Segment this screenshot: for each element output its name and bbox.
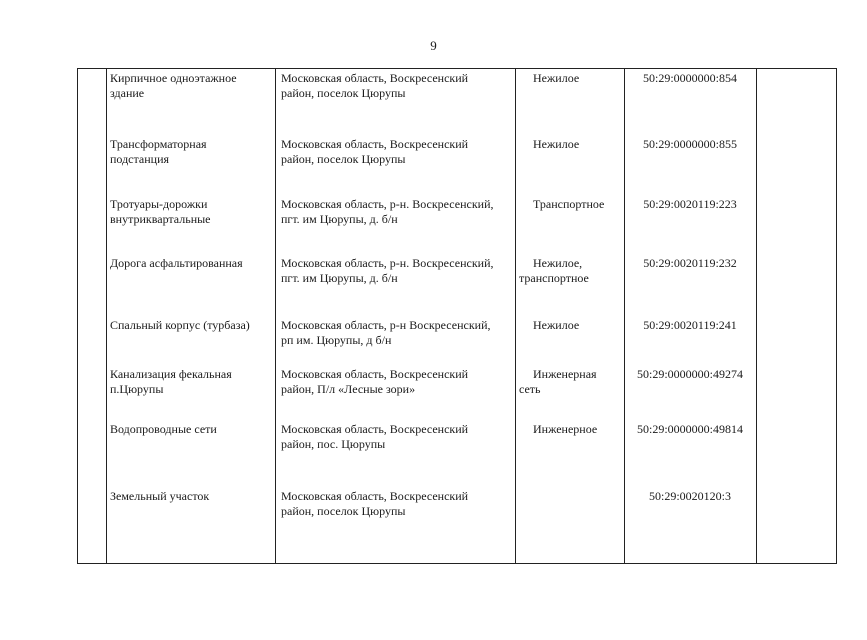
cadastral-number: 50:29:0000000:49814	[636, 422, 743, 436]
object-address: Московская область, Воскресенский район, поселок Цюрупы	[281, 137, 469, 166]
page-number: 9	[430, 38, 437, 53]
object-address: Московская область, р-н. Воскресенский, пгт. им Цюрупы, д. б/н	[281, 197, 494, 226]
object-address: Московская область, Воскресенский район, поселок Цюрупы	[281, 71, 469, 100]
cadastral-number: 50:29:0000000:49274	[636, 367, 743, 381]
cadastral-number: 50:29:0020119:223	[643, 197, 737, 211]
object-name: Трансформаторная подстанция	[110, 137, 207, 166]
object-address: Московская область, р-н. Воскресенский, пгт. им Цюрупы, д. б/н	[281, 256, 494, 285]
object-address: Московская область, р-н Воскресенский, рп им. Цюрупы, д б/н	[281, 318, 491, 347]
object-purpose-text: Инженерное	[533, 422, 598, 436]
cadastral-number: 50:29:0020119:241	[643, 318, 737, 332]
object-address: Московская область, Воскресенский район, П/л «Лесные зори»	[281, 367, 469, 396]
object-name: Земельный участок	[110, 489, 210, 503]
object-purpose: Инженерная сеть	[519, 367, 597, 396]
cadastral-number: 50:29:0000000:854	[642, 71, 737, 85]
object-address: Московская область, Воскресенский район, пос. Цюрупы	[281, 422, 469, 451]
column-divider	[756, 69, 757, 563]
property-register-table	[77, 68, 837, 564]
object-name: Канализация фекальная п.Цюрупы	[110, 367, 232, 396]
object-purpose-text: Нежилое	[533, 71, 580, 85]
object-purpose-text	[519, 489, 533, 503]
object-purpose-text: Транспортное	[533, 197, 605, 211]
object-purpose	[519, 489, 624, 504]
object-address: Московская область, Воскресенский район, поселок Цюрупы	[281, 489, 469, 518]
object-purpose-text: Нежилое	[533, 318, 580, 332]
object-purpose	[519, 318, 624, 333]
object-name: Дорога асфальтированная	[110, 256, 243, 270]
column-divider	[275, 69, 276, 563]
column-divider	[106, 69, 107, 563]
cadastral-number: 50:29:0020120:3	[648, 489, 731, 503]
object-purpose	[519, 422, 624, 437]
object-name: Спальный корпус (турбаза)	[110, 318, 250, 332]
cadastral-number: 50:29:0020119:232	[643, 256, 737, 270]
object-name: Кирпичное одноэтажное здание	[110, 71, 237, 100]
object-purpose	[519, 71, 624, 86]
object-purpose: Нежилое, транспортное	[519, 256, 589, 285]
object-purpose	[519, 137, 624, 152]
cadastral-number: 50:29:0000000:855	[642, 137, 737, 151]
column-divider	[624, 69, 625, 563]
object-name: Тротуары-дорожки внутриквартальные	[110, 197, 211, 226]
object-purpose-text: Нежилое	[533, 137, 580, 151]
object-purpose	[519, 197, 624, 212]
object-name: Водопроводные сети	[110, 422, 217, 436]
